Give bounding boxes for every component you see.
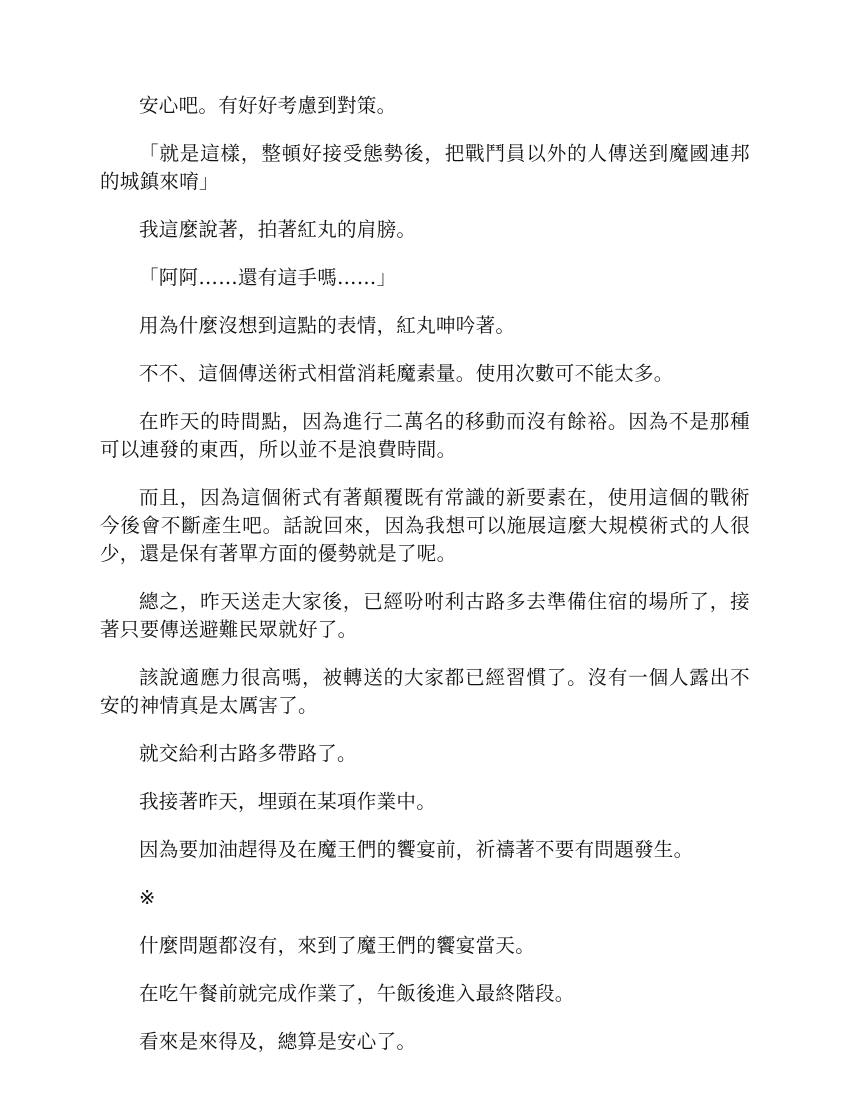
paragraph: 不不、這個傳送術式相當消耗魔素量。使用次數可不能太多。 bbox=[139, 362, 674, 385]
paragraph: 我這麼說著，拍著紅丸的肩膀。 bbox=[139, 218, 417, 241]
paragraph: 在昨天的時間點，因為進行二萬名的移動而沒有餘裕。因為不是那種可以連發的東西，所以並不是浪費時間。 bbox=[100, 410, 750, 461]
paragraph: 用為什麼沒想到這點的表情，紅丸呻吟著。 bbox=[139, 314, 516, 337]
paragraph: 而且，因為這個術式有著顛覆既有常識的新要素在，使用這個的戰術今後會不斷產生吧。話說回來，因為我想可以施展這麼大規模術式的人很少，還是保有著單方面的優勢就是了呢。 bbox=[100, 486, 750, 565]
paragraph: 在吃午餐前就完成作業了，午飯後進入最終階段。 bbox=[139, 982, 575, 1005]
paragraph: 該說適應力很高嗎，被轉送的大家都已經習慣了。沒有一個人露出不安的神情真是太厲害了。 bbox=[100, 666, 750, 717]
paragraph: 什麼問題都沒有，來到了魔王們的饗宴當天。 bbox=[139, 934, 536, 957]
document-body bbox=[100, 92, 750, 1076]
paragraph: 我接著昨天，埋頭在某項作業中。 bbox=[139, 790, 437, 813]
paragraph: 安心吧。有好好考慮到對策。 bbox=[139, 94, 397, 117]
paragraph: 「就是這樣，整頓好接受態勢後，把戰鬥員以外的人傳送到魔國連邦的城鎮來唷」 bbox=[100, 142, 750, 193]
paragraph: 因為要加油趕得及在魔王們的饗宴前，祈禱著不要有問題發生。 bbox=[139, 838, 694, 861]
section-break-mark: ※ bbox=[139, 886, 156, 909]
paragraph: 「阿阿……還有這手嗎……」 bbox=[139, 266, 397, 289]
paragraph: 就交給利古路多帶路了。 bbox=[139, 742, 357, 765]
paragraph: 總之，昨天送走大家後，已經吩咐利古路多去準備住宿的場所了，接著只要傳送避難民眾就好了。 bbox=[100, 590, 750, 641]
paragraph: 看來是來得及，總算是安心了。 bbox=[139, 1030, 417, 1053]
